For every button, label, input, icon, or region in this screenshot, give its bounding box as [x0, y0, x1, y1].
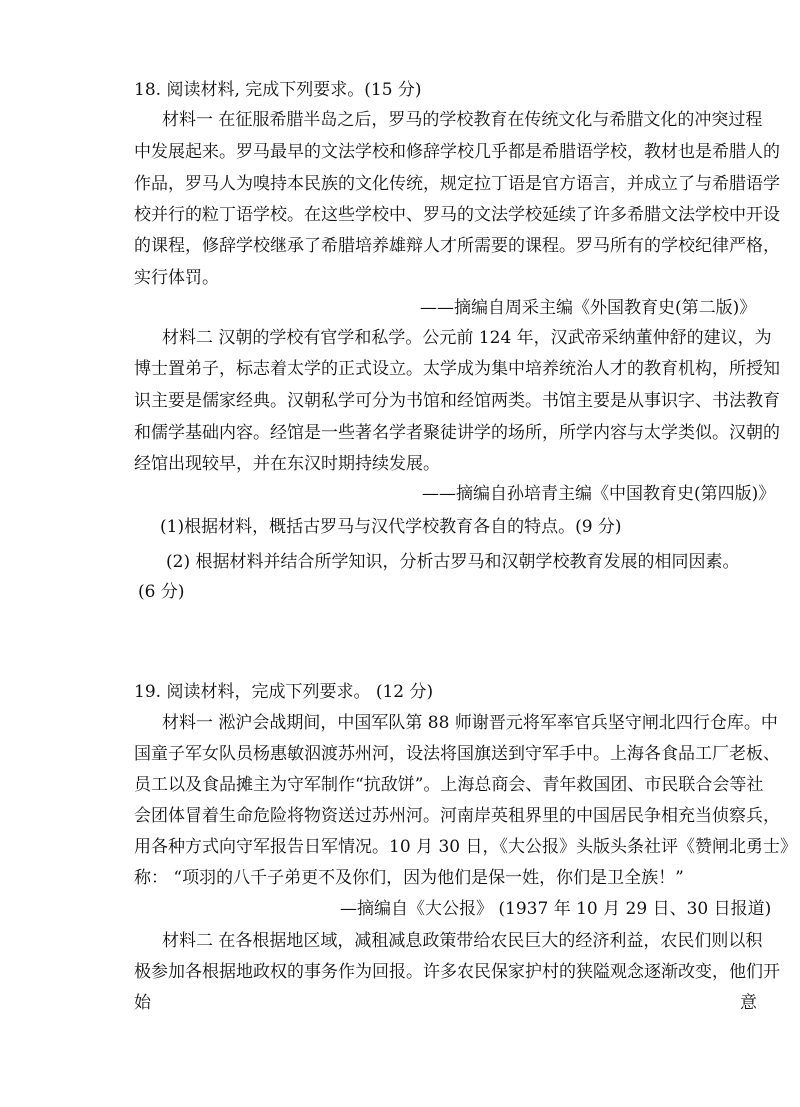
- q19-m2-line: 极参加各根据地政权的事务作为回报。许多农民保家护村的狭隘观念逐渐改变，他们开: [134, 962, 780, 982]
- q19-m1-source: —摘编自《大公报》 (1937 年 10 月 29 日、30 日报道): [340, 899, 772, 919]
- q18-title: 18. 阅读材料, 完成下列要求。(15 分): [134, 80, 422, 100]
- q18-m1-line: 实行体罚。: [134, 268, 219, 288]
- q18-m1-line: 中发展起来。罗马最早的文法学校和修辞学校几乎都是希腊语学校，教材也是希腊人的: [134, 142, 780, 162]
- q19-title: 19. 阅读材料，完成下列要求。 (12 分): [134, 682, 434, 702]
- q19-m1-line: 国童子军女队员杨惠敏泅渡苏州河，设法将国旗送到守军手中。上海各食品工厂老板、: [134, 744, 780, 764]
- q18-m2-line: 和儒学基础内容。经馆是一些著名学者聚徒讲学的场所，所学内容与太学类似。汉朝的: [134, 423, 780, 443]
- q19-m1-line: 会团体冒着生命危险将物资送过苏州河。河南岸英租界里的中国居民争相充当侦察兵，: [134, 806, 780, 826]
- q18-m1-line: 校并行的粒丁语学校。在这些学校中、罗马的文法学校延续了许多希腊文法学校中开设: [134, 205, 780, 225]
- q18-question-1: (1)根据材料，概括古罗马与汉代学校教育各自的特点。(9 分): [160, 517, 622, 537]
- q18-m2-line: 经馆出现较早，并在东汉时期持续发展。: [134, 454, 440, 474]
- q18-m2-line: 识主要是儒家经典。汉朝私学可分为书馆和经馆两类。书馆主要是从事识字、书法教育: [134, 391, 780, 411]
- q18-m1-line: 材料一 在征服希腊半岛之后，罗马的学校教育在传统文化与希腊文化的冲突过程: [162, 110, 763, 130]
- q18-m2-source: ——摘编自孙培青主编《中国教育史(第四版)》: [422, 484, 776, 504]
- q19-m1-line: 材料一 淞沪会战期间，中国军队第 88 师谢晋元将军率官兵坚守闸北四行仓库。中: [162, 713, 778, 733]
- q18-m2-line: 博士置弟子，标志着太学的正式设立。太学成为集中培养统治人才的教育机构，所授知: [134, 359, 780, 379]
- q19-m1-line: 员工以及食品摊主为守军制作“抗敌饼”。上海总商会、青年救国团、市民联合会等社: [134, 775, 764, 795]
- q19-m1-line: 称： “项羽的八千子弟更不及你们，因为他们是保一姓，你们是卫全族！”: [134, 868, 684, 888]
- q19-m2-last-left: 始: [134, 993, 151, 1013]
- q19-m2-line: 材料二 在各根据地区域，减租减息政策带给农民巨大的经济利益，农民们则以积: [162, 931, 763, 951]
- q18-m1-source: ——摘编自周采主编《外国教育史(第二版)》: [420, 298, 757, 318]
- q19-m2-last-right: 意: [740, 993, 757, 1013]
- q18-m1-line: 作品，罗马人为嗅持本民族的文化传统，规定拉丁语是官方语言，并成立了与希腊语学: [134, 174, 780, 194]
- q18-m1-line: 的课程，修辞学校继承了希腊培养雄辩人才所需要的课程。罗马所有的学校纪律严格，: [134, 236, 780, 256]
- q19-m1-line: 用各种方式向守军报告日军情况。10 月 30 日，《大公报》头版头条社评《赞闸北勇士》: [134, 837, 797, 857]
- q18-question-2-score: (6 分): [138, 582, 185, 602]
- q18-m2-line: 材料二 汉朝的学校有官学和私学。公元前 124 年，汉武帝采纳董仲舒的建议，为: [162, 328, 772, 348]
- q18-question-2: (2) 根据材料并结合所学知识，分析古罗马和汉朝学校教育发展的相同因素。: [166, 552, 740, 572]
